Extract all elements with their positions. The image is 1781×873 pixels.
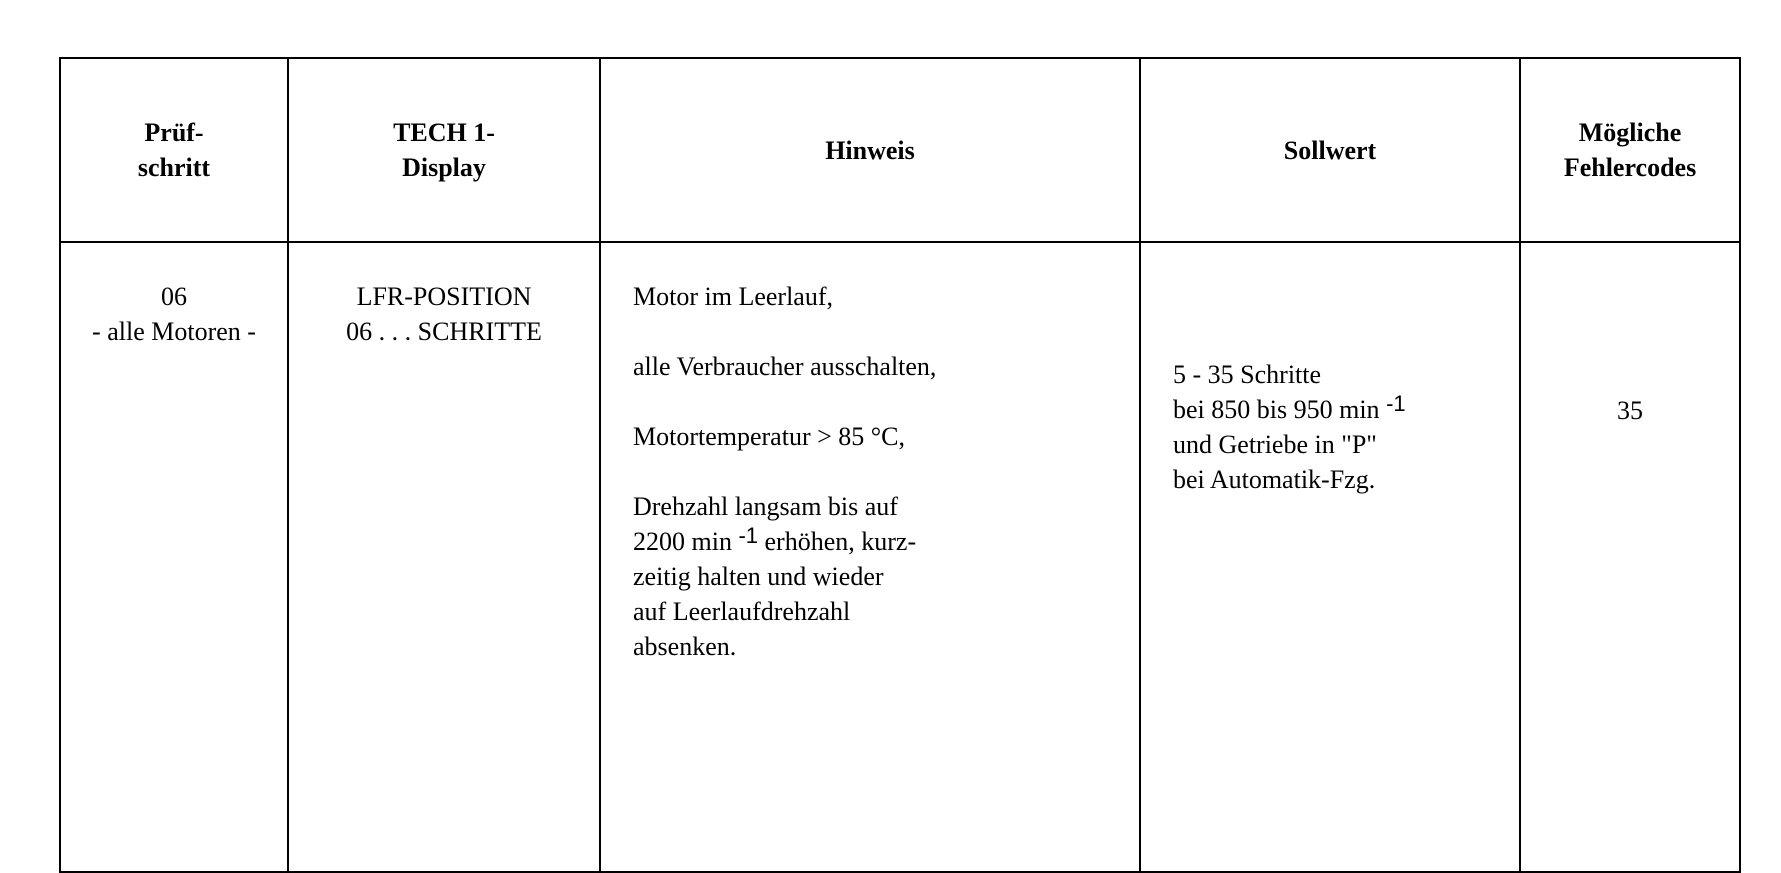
hinweis-step-3: Motortemperatur > 85 °C, bbox=[633, 422, 906, 451]
cell-display: LFR-POSITION 06 . . . SCHRITTE bbox=[288, 242, 600, 872]
exponent: -1 bbox=[738, 523, 759, 548]
cell-fehlercodes: 35 bbox=[1520, 242, 1740, 872]
header-row bbox=[60, 58, 1740, 242]
header-fehlercodes: Mögliche Fehlercodes bbox=[1520, 58, 1740, 242]
test-step-table bbox=[59, 57, 1741, 873]
hinweis-step-2: alle Verbraucher ausschalten, bbox=[633, 352, 937, 381]
cell-pruefschritt: 06 - alle Motoren - bbox=[60, 242, 288, 872]
header-tech1-display: TECH 1- Display bbox=[288, 58, 600, 242]
cell-hinweis bbox=[600, 242, 1140, 872]
header-sollwert: Sollwert bbox=[1140, 58, 1520, 242]
table-row bbox=[60, 242, 1740, 872]
header-pruefschritt: Prüf- schritt bbox=[60, 58, 288, 242]
cell-sollwert: 5 - 35 Schritte bei 850 bis 950 min $^{-1}$ und Getriebe in "P" bei Automatik-Fzg. bbox=[1140, 242, 1520, 872]
hinweis-step-4: Drehzahl langsam bis auf 2200 min $^{-1}$ erhöhen, kurz- zeitig halten und wieder auf Leerlaufdrehzahl absenken. bbox=[633, 492, 917, 661]
header-hinweis: Hinweis bbox=[600, 58, 1140, 242]
exponent: -1 bbox=[1386, 391, 1406, 416]
hinweis-step-1: Motor im Leerlauf, bbox=[633, 282, 833, 311]
